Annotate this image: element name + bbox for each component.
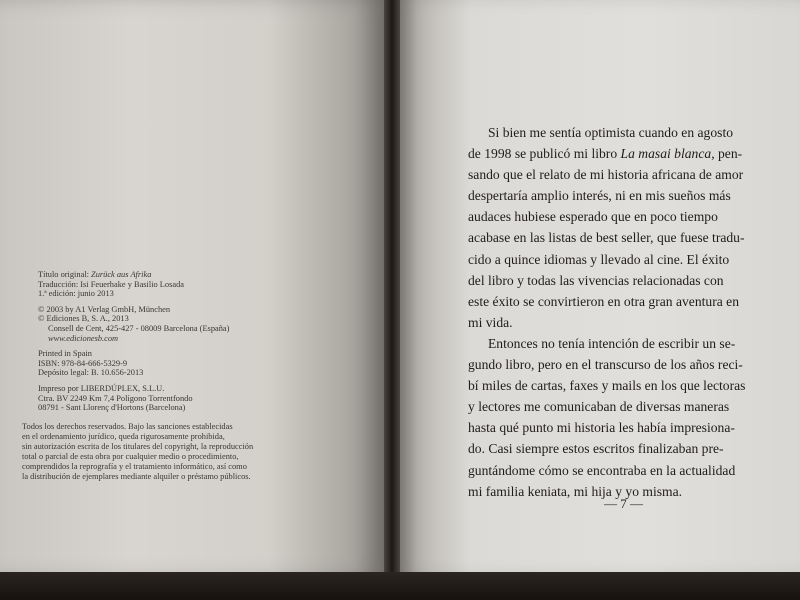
- text-line: del libro y todas las vivencias relacionadas con: [468, 272, 724, 288]
- printed-in-line: Printed in Spain: [38, 349, 92, 359]
- book-title-italic: La masai blanca: [620, 146, 712, 162]
- text-line: hasta qué punto mi historia les había impresiona-: [468, 420, 735, 436]
- rights-line: en el ordenamiento jurídico, queda rigurosamente prohibida,: [22, 432, 225, 441]
- publisher-website: www.edicionesb.com: [48, 333, 119, 343]
- printer-line: Impreso por LIBERDÚPLEX, S.L.U.: [38, 383, 165, 393]
- rights-line: total o parcial de esta obra por cualquier medio o procedimiento,: [22, 452, 239, 461]
- text-line: guntándome cómo se encontraba en la actualidad: [468, 462, 736, 478]
- page-body-text: [468, 122, 768, 502]
- rights-line: la distribución de ejemplares mediante alquiler o préstamo públicos.: [22, 472, 251, 481]
- text-line: Entonces no tenía intención de escribir un se-: [488, 335, 736, 351]
- text-line: gundo libro, pero en el transcurso de los años reci-: [468, 357, 743, 373]
- text-line: y lectores me comunicaban de diversas maneras: [468, 399, 730, 415]
- copyright-line-1: © 2003 by A1 Verlag GmbH, München: [38, 304, 171, 314]
- original-title-label: Título original:: [38, 270, 89, 279]
- publisher-address: Consell de Cent, 425-427 - 08009 Barcelona (España): [48, 323, 230, 333]
- text-line: mi familia keniata, mi hija y yo misma.: [468, 483, 683, 499]
- original-title-line: [38, 270, 368, 280]
- page-number: — 7 —: [604, 496, 643, 511]
- text-run: , pen-: [711, 146, 743, 162]
- text-line: despertaría amplio interés, ni en mis sueños más: [468, 188, 731, 204]
- text-line: acabase en las listas de best seller, que fuese tradu-: [468, 230, 745, 246]
- translation-credit: Traducción: Isi Feuerhake y Basilio Losada: [38, 279, 184, 289]
- credits-block: [38, 270, 368, 413]
- text-line: este éxito se convirtieron en otra gran aventura en: [468, 293, 740, 309]
- text-line: do. Casi siempre estos escritos finalizaban pre-: [468, 441, 724, 457]
- printer-address-2: 08791 - Sant Llorenç d'Hortons (Barcelona): [38, 403, 186, 413]
- text-line: Si bien me sentía optimista cuando en agosto: [488, 125, 734, 140]
- original-title-value: Zurück aus Afrika: [91, 270, 152, 279]
- rights-line: comprendidos la reprografía y el tratamiento informático, así como: [22, 462, 247, 471]
- text-line: bí miles de cartas, faxes y mails en los que lectoras: [468, 378, 746, 394]
- isbn-line: ISBN: 978-84-666-5329-9: [38, 358, 128, 368]
- text-line: cido a quince idiomas y llevado al cine. El éxito: [468, 251, 730, 267]
- legal-deposit-line: Depósito legal: B. 10.656-2013: [38, 368, 144, 378]
- rights-line: sin autorización escrita de los titulares del copyright, la reproducción: [22, 442, 254, 451]
- text-run: de 1998 se publicó mi libro: [468, 146, 621, 162]
- book-gutter: [384, 0, 400, 590]
- text-line: [468, 143, 768, 164]
- table-edge: [0, 572, 800, 600]
- text-line: mi vida.: [468, 314, 513, 330]
- printer-address-1: Ctra. BV 2249 Km 7,4 Polígono Torrentfondo: [38, 393, 193, 403]
- copyright-line-2: © Ediciones B, S. A., 2013: [38, 314, 129, 324]
- text-line: sando que el relato de mi historia africana de amor: [468, 167, 744, 183]
- rights-notice: [22, 422, 322, 482]
- edition-line: 1.ª edición: junio 2013: [38, 289, 114, 299]
- text-line: audaces hubiese esperado que en poco tiempo: [468, 209, 718, 225]
- rights-line: Todos los derechos reservados. Bajo las sanciones establecidas: [22, 422, 233, 431]
